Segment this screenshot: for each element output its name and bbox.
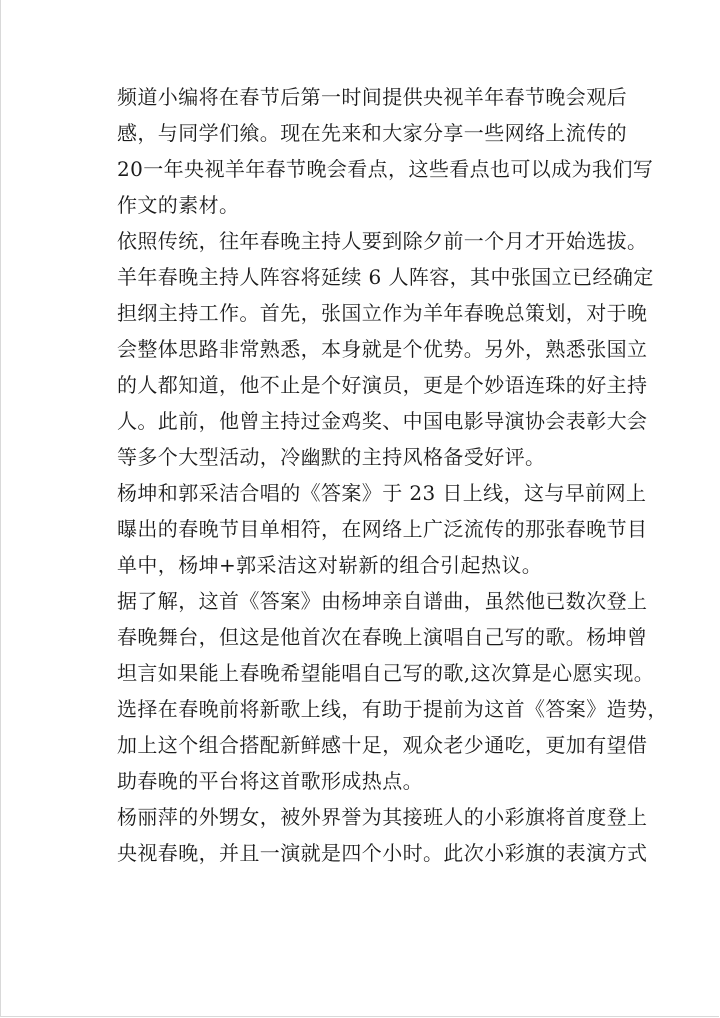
text-line: 助春晚的平台将这首歌形成热点。 — [117, 769, 423, 793]
text-line: 据了解，这首《答案》由杨坤亲自谱曲，虽然他已数次登上 — [117, 589, 648, 613]
text-line: 加上这个组合搭配新鲜感十足，观众老少通吃，更加有望借 — [117, 733, 648, 757]
text-line: 20一年央视羊年春节晚会看点，这些看点也可以成为我们写 — [117, 157, 654, 181]
text-line: 人。此前，他曾主持过金鸡奖、中国电影导演协会表彰大会 — [117, 409, 648, 433]
text-line: 担纲主持工作。首先，张国立作为羊年春晚总策划，对于晚 — [117, 301, 648, 325]
text-line: 等多个大型活动，冷幽默的主持风格备受好评。 — [117, 445, 546, 469]
text-line: 依照传统，往年春晚主持人要到除夕前一个月才开始选拔。 — [117, 229, 648, 253]
text-line: 单中，杨坤+郭采洁这对崭新的组合引起热议。 — [117, 553, 543, 577]
text-line: 杨坤和郭采洁合唱的《答案》于 23 日上线，这与早前网上 — [117, 481, 647, 505]
text-line: 央视春晚，并且一演就是四个小时。此次小彩旗的表演方式 — [117, 841, 648, 865]
paragraph-song-release — [117, 475, 648, 583]
paragraph-hosts — [117, 223, 654, 475]
paragraph-intro — [117, 79, 654, 223]
paragraph-performer — [117, 799, 648, 871]
text-line: 频道小编将在春节后第一时间提供央视羊年春节晚会观后 — [117, 85, 627, 109]
paragraph-song-details — [117, 583, 668, 799]
text-line: 的人都知道，他不止是个好演员，更是个妙语连珠的好主持 — [117, 373, 648, 397]
text-line: 春晚舞台，但这是他首次在春晚上演唱自己写的歌。杨坤曾 — [117, 625, 648, 649]
text-line: 杨丽萍的外甥女，被外界誉为其接班人的小彩旗将首度登上 — [117, 805, 648, 829]
text-line: 坦言如果能上春晚希望能唱自己写的歌,这次算是心愿实现。 — [117, 661, 655, 685]
text-line: 选择在春晚前将新歌上线，有助于提前为这首《答案》造势， — [117, 697, 668, 721]
text-line: 羊年春晚主持人阵容将延续 6 人阵容，其中张国立已经确定 — [117, 265, 654, 289]
document-body — [117, 79, 668, 871]
text-line: 作文的素材。 — [117, 193, 240, 217]
text-line: 会整体思路非常熟悉，本身就是个优势。另外，熟悉张国立 — [117, 337, 648, 361]
text-line: 感，与同学们飨。现在先来和大家分享一些网络上流传的 — [117, 121, 627, 145]
text-line: 曝出的春晚节目单相符，在网络上广泛流传的那张春晚节目 — [117, 517, 648, 541]
